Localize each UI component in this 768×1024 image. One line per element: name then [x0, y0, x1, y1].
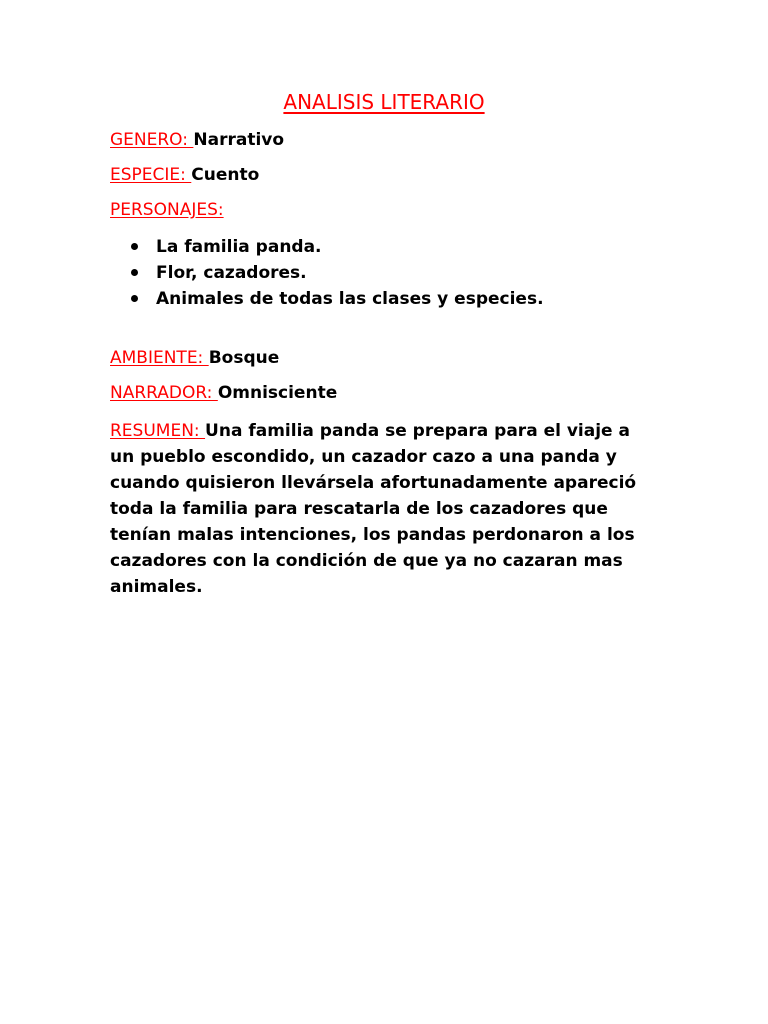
bullet-icon: [131, 295, 138, 302]
especie-field: [110, 164, 259, 186]
list-item: [130, 286, 544, 312]
personajes-list: [130, 234, 544, 312]
especie-value: Cuento: [191, 165, 260, 185]
list-item-text: Animales de todas las clases y especies.: [156, 289, 544, 309]
genero-label: GENERO:: [110, 130, 194, 150]
narrador-field: [110, 382, 337, 404]
ambiente-label: AMBIENTE:: [110, 348, 209, 368]
list-item-text: Flor, cazadores.: [156, 263, 307, 283]
list-item: [130, 260, 544, 286]
personajes-label: PERSONAJES:: [110, 200, 224, 220]
list-item-text: La familia panda.: [156, 237, 322, 257]
personajes-field: [110, 199, 224, 221]
genero-field: [110, 129, 284, 151]
narrador-label: NARRADOR:: [110, 383, 218, 403]
ambiente-field: [110, 347, 279, 369]
list-item: [130, 234, 544, 260]
genero-value: Narrativo: [193, 130, 285, 150]
ambiente-value: Bosque: [208, 348, 280, 368]
narrador-value: Omnisciente: [217, 383, 338, 403]
resumen-paragraph: [110, 418, 658, 600]
bullet-icon: [131, 269, 138, 276]
resumen-text: Una familia panda se prepara para el viaje a un pueblo escondido, un cazador cazo a una panda y cuando quisieron llevársela afortunadamente apareció toda la familia para rescatarla de los cazadores que tenían malas intenciones, los pandas perdonaron a los cazadores con la condición de que ya no cazaran mas animales.: [110, 421, 637, 597]
bullet-icon: [131, 243, 138, 250]
especie-label: ESPECIE:: [110, 165, 192, 185]
resumen-label: RESUMEN:: [110, 421, 206, 441]
document-title: ANALISIS LITERARIO: [283, 90, 485, 114]
